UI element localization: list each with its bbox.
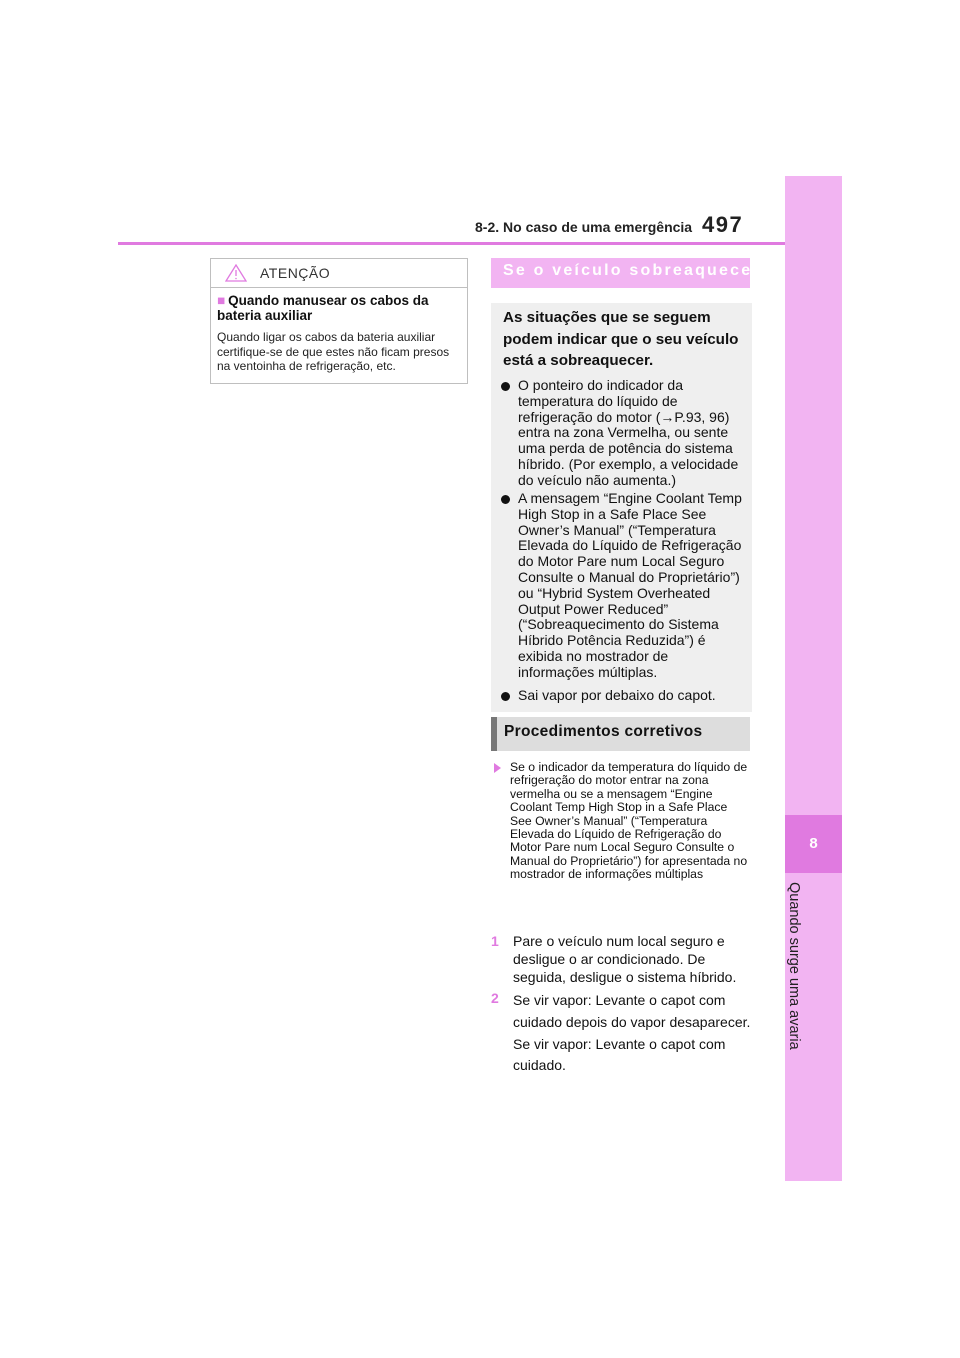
header-divider bbox=[118, 242, 785, 245]
warning-title-row bbox=[211, 259, 467, 288]
step-number: 2 bbox=[491, 990, 499, 1006]
procedures-banner bbox=[491, 717, 750, 751]
chapter-title-vertical bbox=[786, 882, 812, 1072]
symptom-item: A mensagem “Engine Coolant Temp High Stop in a Safe Place See Owner’s Manual” (“Temperatura Elevada do Líquido de Refrigeração do Motor Pare num Local Seguro Consulte o Manual do Proprietário”) ou “Hybrid System Overheated Output Power Reduced” (“Sobreaquecimento do Sistema Híbrido Potência Reduzida”) é exibida no mostrador de informações múltiplas. bbox=[501, 491, 746, 681]
warning-box bbox=[210, 258, 468, 384]
warning-subtitle: ■ Quando manusear os cabos da bateria auxiliar bbox=[217, 293, 429, 323]
section-header: 8-2. No caso de uma emergência bbox=[475, 219, 693, 235]
warning-text: Quando ligar os cabos da bateria auxiliar certifique-se de que estes não ficam presos na ventoinha de refrigeração, etc. bbox=[217, 330, 450, 373]
condition-block bbox=[494, 761, 750, 882]
warning-triangle-icon bbox=[225, 264, 247, 282]
bullet-dot-icon bbox=[501, 692, 510, 701]
condition-text: Se o indicador da temperatura do líquido de refrigeração do motor entrar na zona vermelha ou se a mensagem “Engine Coolant Temp High Stop in a Safe Place See Owner’s Manual” (“Temperatura Elevada do Líquido de Refrigeração do Motor Pare num Local Seguro Consulte o Manual do Proprietário”) for apresentada no mostrador de informações múltiplas bbox=[510, 760, 748, 882]
page-number: 497 bbox=[702, 212, 744, 237]
chapter-number: 8 bbox=[809, 835, 818, 852]
bullet-dot-icon bbox=[501, 495, 510, 504]
step-item bbox=[491, 933, 753, 986]
procedures-title: Procedimentos corretivos bbox=[504, 723, 703, 740]
symptom-item: O ponteiro do indicador da temperatura do líquido de refrigeração do motor (→P.93, 96) entra na zona Vermelha, ou sente uma perda de potência do sistema híbrido. (Por exemplo, a velocidade do veículo não aumenta.) bbox=[501, 378, 746, 489]
page-title-banner bbox=[491, 258, 761, 288]
page-title: Se o veículo sobreaquecer bbox=[503, 262, 761, 279]
warning-title: ATENÇÃO bbox=[260, 265, 331, 281]
square-bullet-icon: ■ bbox=[217, 293, 226, 308]
step-item bbox=[491, 990, 753, 1077]
step-number: 1 bbox=[491, 933, 499, 949]
step-text-second: Se vir vapor: Levante o capot com cuidado. bbox=[513, 1035, 726, 1074]
symptoms-box bbox=[491, 303, 752, 712]
step-text: Pare o veículo num local seguro e desligue o ar condicionado. De seguida, desligue o sistema híbrido. bbox=[513, 933, 737, 985]
arrow-right-icon bbox=[494, 763, 501, 773]
symptom-item: Sai vapor por debaixo do capot. bbox=[501, 688, 746, 704]
bullet-dot-icon bbox=[501, 382, 510, 391]
chapter-title: Quando surge uma avaria bbox=[786, 882, 802, 1050]
symptoms-heading: As situações que se seguem podem indicar que o seu veículo está a sobreaquecer. bbox=[503, 309, 739, 369]
step-text: Se vir vapor: Levante o capot com cuidado depois do vapor desaparecer. bbox=[513, 992, 751, 1030]
